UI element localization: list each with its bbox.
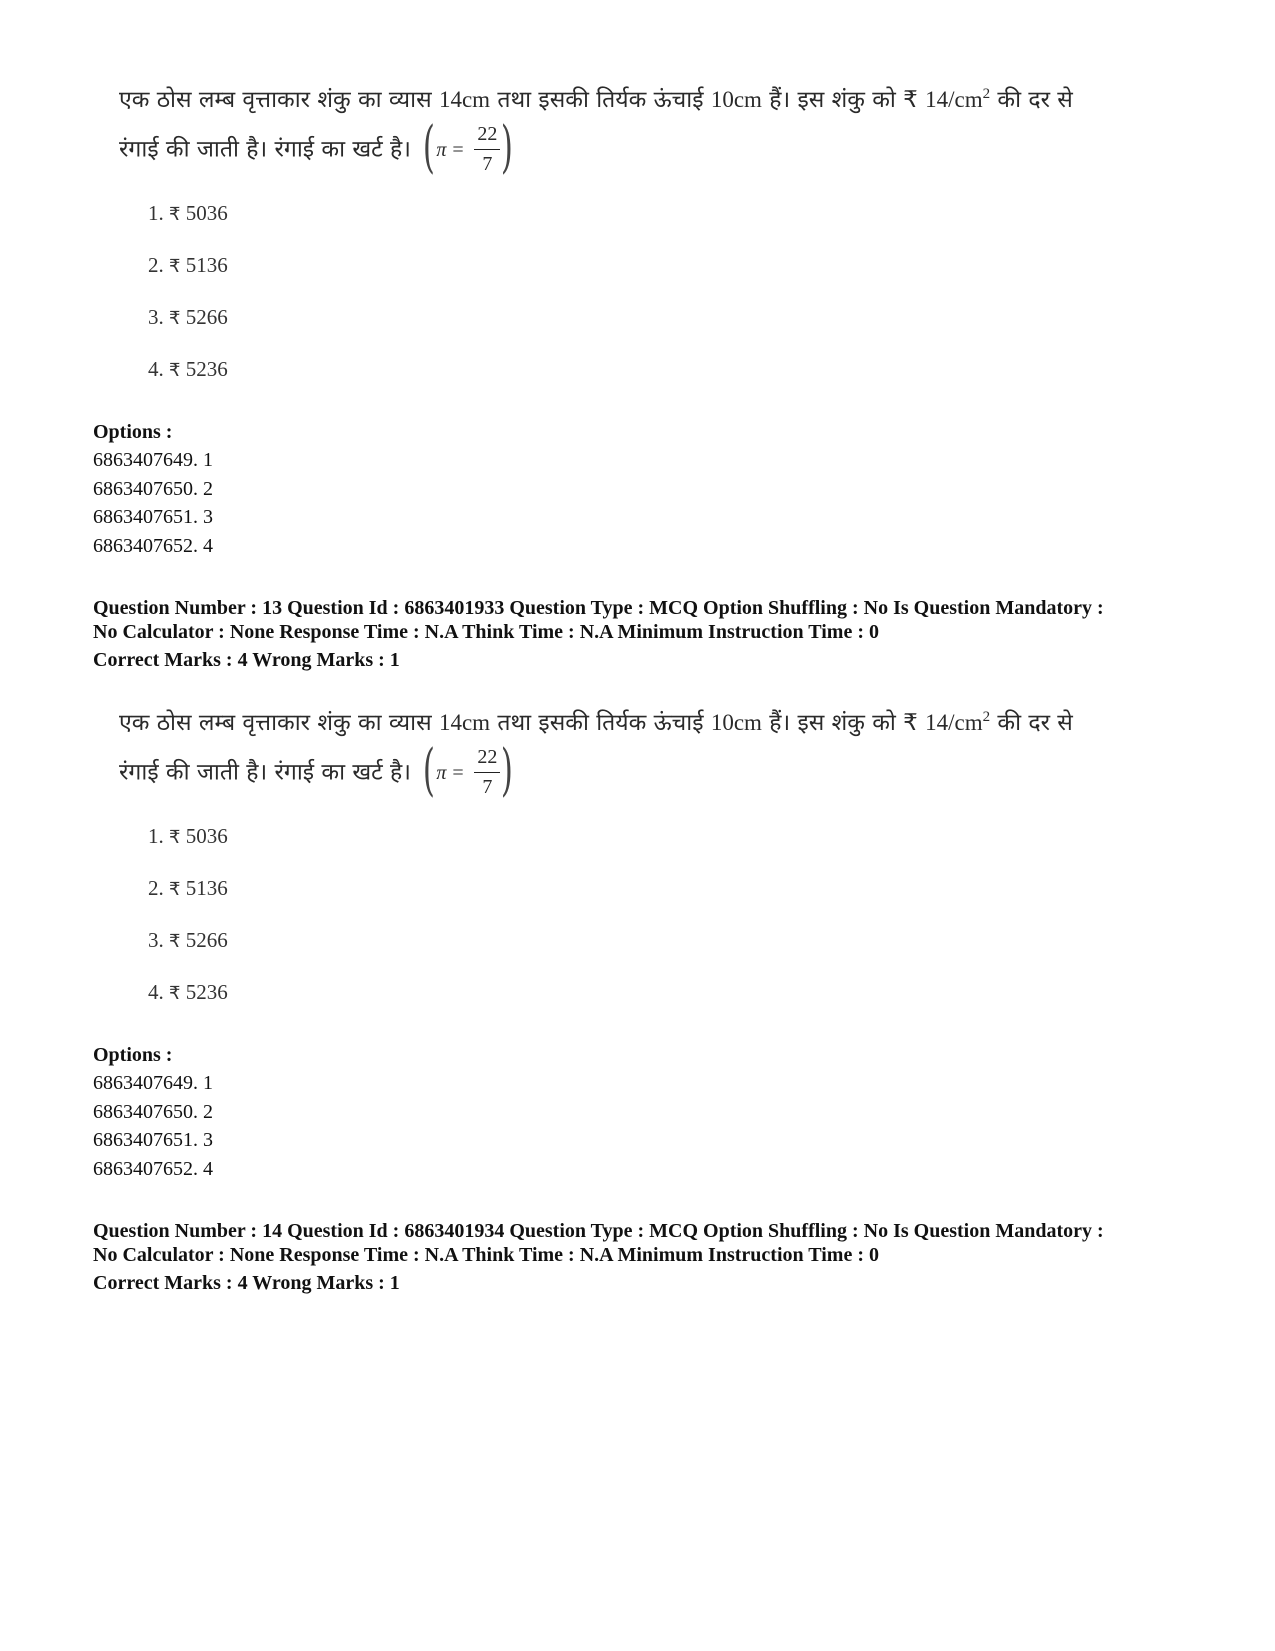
question-text-line-1 bbox=[119, 701, 1179, 745]
rupee-symbol: ₹ bbox=[169, 983, 181, 1004]
devanagari-text: हैं। इस शंकु को ₹ bbox=[761, 87, 926, 113]
option-id-row: 6863407649. 1 bbox=[93, 449, 213, 471]
formula-numerator: 22 bbox=[477, 123, 498, 145]
option-id-row: 6863407650. 2 bbox=[93, 478, 213, 500]
option-id-row: 6863407651. 3 bbox=[93, 506, 213, 528]
latin-text: 14/cm bbox=[925, 710, 983, 735]
choice-item bbox=[148, 356, 228, 384]
latin-text: 10cm bbox=[710, 87, 762, 112]
question-text-line-2-text: रंगाई की जाती है। रंगाई का खर्ट है। bbox=[119, 759, 411, 786]
rupee-symbol: ₹ bbox=[169, 931, 181, 952]
option-id-row: 6863407650. 2 bbox=[93, 1101, 213, 1123]
latin-text: 14/cm bbox=[925, 87, 983, 112]
devanagari-text: तथा इसकी तिर्यक ऊंचाई bbox=[490, 710, 711, 736]
rupee-symbol: ₹ bbox=[169, 360, 181, 381]
formula-denominator: 7 bbox=[482, 776, 493, 798]
formula-pi-symbol: π bbox=[436, 762, 447, 784]
question-marks: Correct Marks : 4 Wrong Marks : 1 bbox=[93, 1272, 400, 1294]
question-text bbox=[119, 78, 1179, 178]
formula-right-paren: ) bbox=[501, 738, 514, 803]
choice-item bbox=[148, 200, 228, 228]
devanagari-text: हैं। इस शंकु को ₹ bbox=[761, 710, 926, 736]
question-marks: Correct Marks : 4 Wrong Marks : 1 bbox=[93, 649, 400, 671]
choice-item bbox=[148, 823, 228, 851]
option-id-row: 6863407651. 3 bbox=[93, 1129, 213, 1151]
choice-item bbox=[148, 252, 228, 280]
choice-number: 1. bbox=[148, 201, 164, 225]
choice-item bbox=[148, 875, 228, 903]
formula-left-paren: ( bbox=[423, 738, 436, 803]
choice-number: 4. bbox=[148, 980, 164, 1004]
choice-number: 2. bbox=[148, 876, 164, 900]
devanagari-text: की दर से bbox=[990, 87, 1073, 113]
choice-number: 2. bbox=[148, 253, 164, 277]
formula-right-paren: ) bbox=[501, 115, 514, 180]
question-meta-line-1: Question Number : 14 Question Id : 6863401934 Question Type : MCQ Option Shuffling : No Is Question Mandatory : bbox=[93, 1220, 1104, 1242]
choice-item bbox=[148, 927, 228, 955]
rupee-symbol: ₹ bbox=[169, 879, 181, 900]
formula-left-paren: ( bbox=[423, 115, 436, 180]
superscript-text: 2 bbox=[982, 709, 991, 725]
question-text bbox=[119, 701, 1179, 801]
question-meta-line-1: Question Number : 13 Question Id : 6863401933 Question Type : MCQ Option Shuffling : No Is Question Mandatory : bbox=[93, 597, 1104, 619]
formula-equals: = bbox=[452, 139, 464, 161]
question-text-line-2 bbox=[119, 115, 1179, 180]
option-id-row: 6863407652. 4 bbox=[93, 1158, 213, 1180]
choice-number: 1. bbox=[148, 824, 164, 848]
pi-formula bbox=[422, 738, 514, 803]
devanagari-text: एक ठोस लम्ब वृत्ताकार शंकु का व्यास bbox=[119, 710, 439, 736]
choice-amount: 5266 bbox=[185, 928, 228, 952]
formula-numerator: 22 bbox=[477, 746, 498, 768]
option-id-row: 6863407652. 4 bbox=[93, 535, 213, 557]
pi-formula bbox=[422, 115, 514, 180]
devanagari-text: एक ठोस लम्ब वृत्ताकार शंकु का व्यास bbox=[119, 87, 439, 113]
rupee-symbol: ₹ bbox=[169, 256, 181, 277]
choice-number: 4. bbox=[148, 357, 164, 381]
choice-amount: 5136 bbox=[185, 876, 228, 900]
option-id-row: 6863407649. 1 bbox=[93, 1072, 213, 1094]
choice-number: 3. bbox=[148, 305, 164, 329]
question-meta-line-2: No Calculator : None Response Time : N.A Think Time : N.A Minimum Instruction Time : 0 bbox=[93, 1244, 879, 1266]
choice-number: 3. bbox=[148, 928, 164, 952]
options-label: Options : bbox=[93, 1044, 173, 1066]
question-text-line-2-text: रंगाई की जाती है। रंगाई का खर्ट है। bbox=[119, 136, 411, 163]
formula-denominator: 7 bbox=[482, 153, 493, 175]
latin-text: 14cm bbox=[438, 710, 491, 735]
formula-equals: = bbox=[452, 762, 464, 784]
choice-amount: 5036 bbox=[185, 824, 228, 848]
choice-item bbox=[148, 979, 228, 1007]
latin-text: 14cm bbox=[438, 87, 491, 112]
choice-item bbox=[148, 304, 228, 332]
question-text-line-2 bbox=[119, 738, 1179, 803]
formula-fraction-bar bbox=[474, 772, 500, 773]
options-label: Options : bbox=[93, 421, 173, 443]
superscript-text: 2 bbox=[982, 86, 991, 102]
devanagari-text: की दर से bbox=[990, 710, 1073, 736]
formula-pi-symbol: π bbox=[436, 139, 447, 161]
choice-amount: 5266 bbox=[185, 305, 228, 329]
latin-text: 10cm bbox=[710, 710, 762, 735]
formula-fraction-bar bbox=[474, 149, 500, 150]
rupee-symbol: ₹ bbox=[169, 308, 181, 329]
choice-amount: 5236 bbox=[185, 980, 228, 1004]
devanagari-text: तथा इसकी तिर्यक ऊंचाई bbox=[490, 87, 711, 113]
question-text-line-1 bbox=[119, 78, 1179, 122]
choice-amount: 5236 bbox=[185, 357, 228, 381]
choice-amount: 5136 bbox=[185, 253, 228, 277]
rupee-symbol: ₹ bbox=[169, 827, 181, 848]
choice-amount: 5036 bbox=[185, 201, 228, 225]
rupee-symbol: ₹ bbox=[169, 204, 181, 225]
question-meta-line-2: No Calculator : None Response Time : N.A Think Time : N.A Minimum Instruction Time : 0 bbox=[93, 621, 879, 643]
